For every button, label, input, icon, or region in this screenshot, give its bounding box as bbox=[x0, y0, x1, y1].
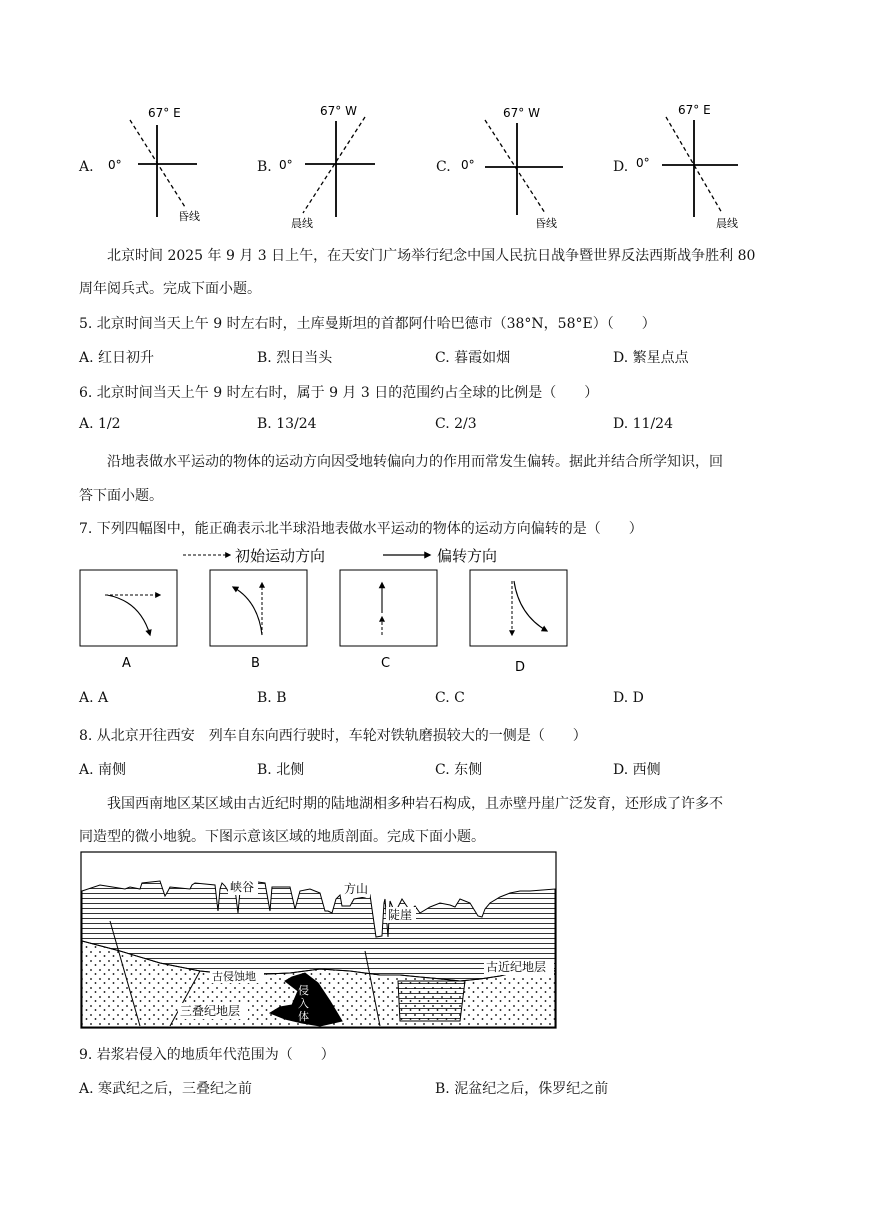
q5-stem: 5. 北京时间当天上午 9 时左右时，土库曼斯坦的首都阿什哈巴德市（38°N，58°E）（ ） bbox=[79, 316, 656, 332]
q6-option-b[interactable]: B. 13/24 bbox=[257, 416, 317, 432]
panel-c-label: C bbox=[381, 656, 391, 671]
panel-b-label: B bbox=[251, 656, 260, 671]
q9-option-a[interactable]: A. 寒武纪之后，三叠纪之前 bbox=[79, 1081, 253, 1097]
panel-d bbox=[470, 570, 567, 646]
q8-option-a[interactable]: A. 南侧 bbox=[79, 762, 127, 778]
option-c-zero-label: 0° bbox=[461, 158, 475, 172]
panel-a-label: A bbox=[122, 656, 131, 671]
intrusion-label-2: 入 bbox=[298, 997, 309, 1010]
option-d-diagram bbox=[630, 95, 745, 230]
option-d-line-label: 晨线 bbox=[716, 217, 738, 230]
q6-option-c[interactable]: C. 2/3 bbox=[435, 416, 477, 432]
option-b-letter: B. bbox=[257, 159, 272, 175]
option-b-line-label: 晨线 bbox=[291, 217, 313, 230]
terminator-options-figure bbox=[70, 95, 790, 235]
q7-option-a[interactable]: A. A bbox=[79, 690, 109, 706]
geologic-section-figure bbox=[80, 851, 558, 1031]
q6-stem: 6. 北京时间当天上午 9 时左右时，属于 9 月 3 日的范围约占全球的比例是（ ） bbox=[79, 385, 599, 401]
q6-option-a[interactable]: A. 1/2 bbox=[79, 416, 121, 432]
option-d-letter: D. bbox=[613, 159, 629, 175]
q8-option-c[interactable]: C. 东侧 bbox=[435, 762, 483, 778]
cliff-label: 陡崖 bbox=[388, 908, 413, 922]
q5-option-a[interactable]: A. 红日初升 bbox=[79, 350, 155, 366]
option-c-letter: C. bbox=[436, 159, 451, 175]
q5-option-b[interactable]: B. 烈日当头 bbox=[257, 350, 333, 366]
legend-initial-label: 初始运动方向 bbox=[235, 547, 326, 565]
q5-option-d[interactable]: D. 繁星点点 bbox=[613, 350, 689, 366]
option-d-zero-label: 0° bbox=[636, 156, 650, 170]
intro1-line1: 北京时间 2025 年 9 月 3 日上午，在天安门广场举行纪念中国人民抗日战争暨世界反法西斯战争胜利 80 bbox=[107, 248, 756, 264]
option-a-top-label: 67° E bbox=[148, 106, 181, 120]
option-b-top-label: 67° W bbox=[320, 104, 357, 118]
mesa-label: 方山 bbox=[344, 882, 369, 896]
q9-stem: 9. 岩浆岩侵入的地质年代范围为（ ） bbox=[79, 1047, 335, 1063]
q8-option-d[interactable]: D. 西侧 bbox=[613, 762, 661, 778]
q5-option-c[interactable]: C. 暮霞如烟 bbox=[435, 350, 511, 366]
q7-option-c[interactable]: C. C bbox=[435, 690, 465, 706]
intro1-line2: 周年阅兵式。完成下面小题。 bbox=[79, 281, 261, 297]
option-a-line-label: 昏线 bbox=[178, 210, 200, 223]
intro3-line2: 同造型的微小地貌。下图示意该区域的地质剖面。完成下面小题。 bbox=[79, 829, 485, 845]
panel-d-label: D bbox=[515, 660, 526, 675]
option-c-top-label: 67° W bbox=[503, 106, 540, 120]
triassic-label: 三叠纪地层 bbox=[180, 1004, 241, 1018]
panel-c bbox=[340, 570, 437, 646]
panel-a bbox=[80, 570, 177, 646]
q6-option-d[interactable]: D. 11/24 bbox=[613, 416, 673, 432]
q7-stem: 7. 下列四幅图中，能正确表示北半球沿地表做水平运动的物体的运动方向偏转的是（ ） bbox=[79, 521, 643, 537]
q8-stem: 8. 从北京开往西安 列车自东向西行驶时，车轮对铁轨磨损较大的一侧是（ ） bbox=[79, 728, 587, 744]
paleogene-label: 古近纪地层 bbox=[486, 960, 547, 974]
intrusion-label-3: 体 bbox=[298, 1010, 309, 1023]
panel-b bbox=[210, 570, 307, 646]
q8-option-b[interactable]: B. 北侧 bbox=[257, 762, 305, 778]
intrusion-label-1: 侵 bbox=[298, 984, 309, 997]
canyon-label: 峡谷 bbox=[230, 880, 255, 894]
q7-option-b[interactable]: B. B bbox=[257, 690, 287, 706]
intro2-line2: 答下面小题。 bbox=[79, 488, 163, 504]
q9-option-b[interactable]: B. 泥盆纪之后，侏罗纪之前 bbox=[435, 1081, 609, 1097]
q7-option-d[interactable]: D. D bbox=[613, 690, 644, 706]
intro3-line1: 我国西南地区某区域由古近纪时期的陆地湖相多种岩石构成，且赤壁丹崖广泛发育，还形成了许多不 bbox=[107, 796, 723, 812]
option-b-zero-label: 0° bbox=[279, 158, 293, 172]
option-c-diagram bbox=[455, 95, 570, 230]
ancient-erosion-label: 古侵蚀地 bbox=[212, 970, 256, 983]
intro2-line1: 沿地表做水平运动的物体的运动方向因受地转偏向力的作用而常发生偏转。据此并结合所学知识，回 bbox=[107, 454, 723, 470]
option-a-zero-label: 0° bbox=[108, 158, 122, 172]
deflection-figure bbox=[75, 543, 575, 678]
option-d-top-label: 67° E bbox=[678, 103, 711, 117]
option-a-letter: A. bbox=[79, 159, 94, 175]
legend-deflect-label: 偏转方向 bbox=[437, 547, 498, 565]
option-b-diagram bbox=[275, 95, 385, 230]
option-a-diagram bbox=[100, 95, 210, 230]
option-c-line-label: 昏线 bbox=[535, 217, 557, 230]
